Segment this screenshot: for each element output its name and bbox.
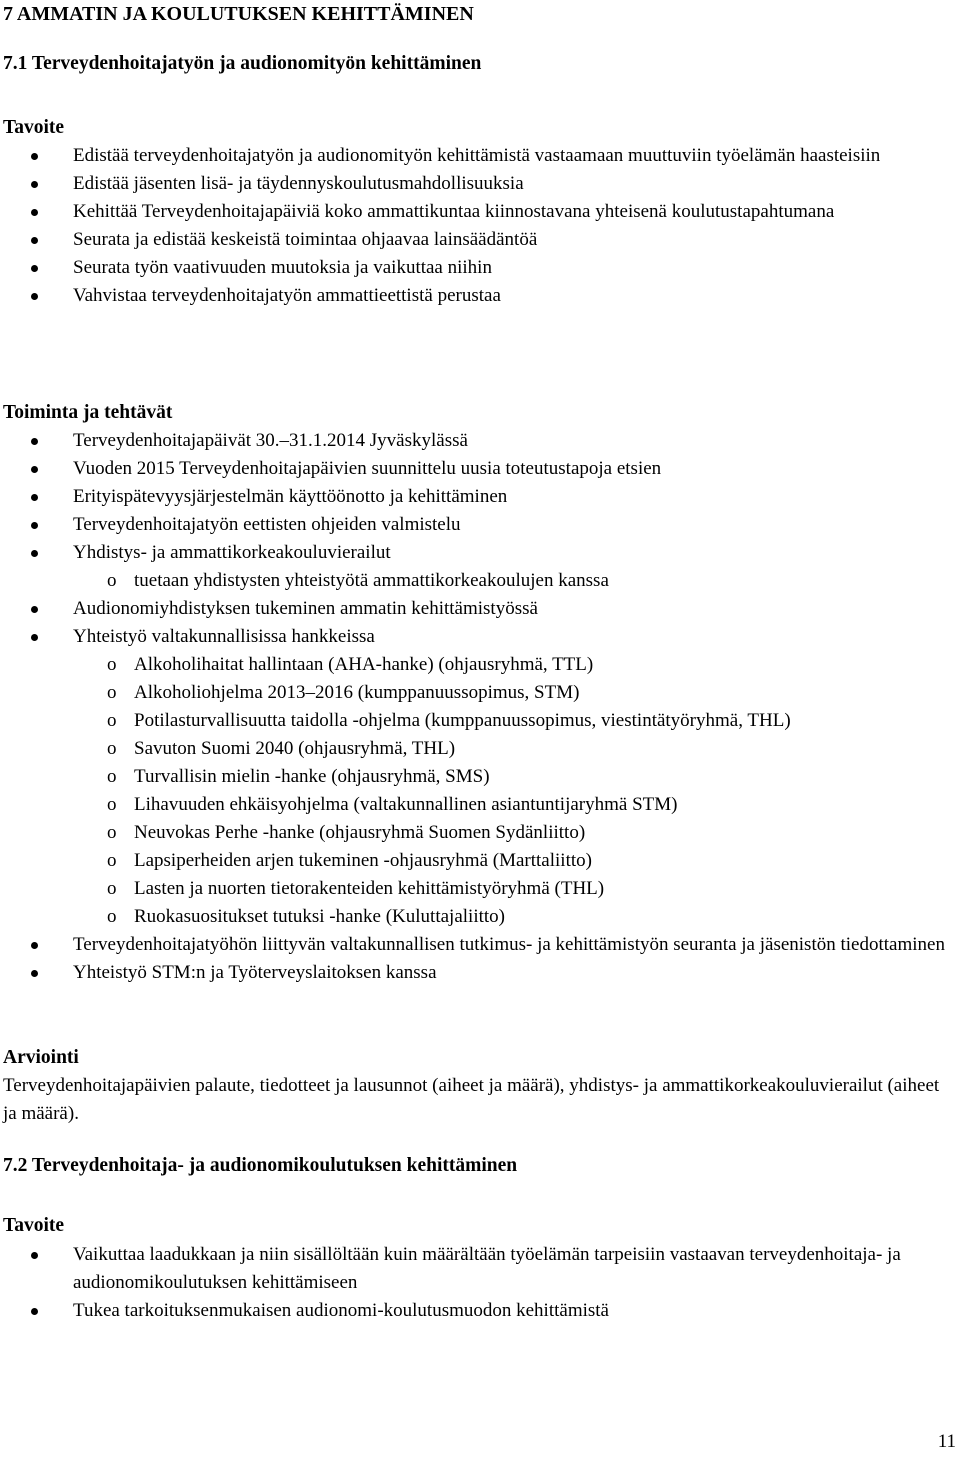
sub-list-item: o Neuvokas Perhe -hanke (ohjausryhmä Suomen Sydänliitto) <box>0 819 958 847</box>
sub-bullet-icon: o <box>107 570 117 591</box>
bullet-icon <box>31 1252 38 1259</box>
tavoite-list <box>0 142 958 310</box>
toiminta-list <box>0 427 958 987</box>
list-item: Yhteistyö valtakunnallisissa hankkeissa <box>0 623 958 651</box>
list-item: Tukea tarkoituksenmukaisen audionomi-koulutusmuodon kehittämistä <box>0 1297 958 1325</box>
bullet-icon <box>31 438 38 445</box>
subsection-heading-7-2: 7.2 Terveydenhoitaja- ja audionomikoulutuksen kehittäminen <box>3 1155 518 1176</box>
sub-list-item: o tuetaan yhdistysten yhteistyötä ammattikorkeakoulujen kanssa <box>0 567 958 595</box>
list-item: Vaikuttaa laadukkaan ja niin sisällöltään kuin määrältään työelämän tarpeisiin vastaavan terveydenhoitaja- ja audionomikoulutuksen kehittämiseen <box>0 1241 958 1297</box>
sub-list-item: o Lihavuuden ehkäisyohjelma (valtakunnallinen asiantuntijaryhmä STM) <box>0 791 958 819</box>
sub-bullet-icon: o <box>107 906 117 927</box>
tavoite-label-7-2: Tavoite <box>3 1215 65 1236</box>
bullet-icon <box>31 550 38 557</box>
list-item: Seurata ja edistää keskeistä toimintaa ohjaavaa lainsäädäntöä <box>0 226 958 254</box>
sub-list-item: o Lasten ja nuorten tietorakenteiden kehittämistyöryhmä (THL) <box>0 875 958 903</box>
bullet-icon <box>31 265 38 272</box>
bullet-icon <box>31 522 38 529</box>
list-item: Terveydenhoitajapäivät 30.–31.1.2014 Jyväskylässä <box>0 427 958 455</box>
list-item: Yhdistys- ja ammattikorkeakouluvierailut <box>0 539 958 567</box>
list-item: Erityispätevyysjärjestelmän käyttöönotto ja kehittäminen <box>0 483 958 511</box>
tavoite-list-7-2 <box>0 1241 958 1325</box>
subsection-heading-7-1: 7.1 Terveydenhoitajatyön ja audionomityön kehittäminen <box>3 53 482 74</box>
tavoite-label: Tavoite <box>3 117 65 138</box>
bullet-icon <box>31 970 38 977</box>
list-item: Edistää terveydenhoitajatyön ja audionomityön kehittämistä vastaamaan muuttuviin työelämän haasteisiin <box>0 142 958 170</box>
sub-bullet-icon: o <box>107 794 117 815</box>
bullet-icon <box>31 606 38 613</box>
sub-list-item: o Alkoholihaitat hallintaan (AHA-hanke) (ohjausryhmä, TTL) <box>0 651 958 679</box>
sub-bullet-icon: o <box>107 878 117 899</box>
sub-bullet-icon: o <box>107 682 117 703</box>
bullet-icon <box>31 466 38 473</box>
list-item: Vahvistaa terveydenhoitajatyön ammattieettistä perustaa <box>0 282 958 310</box>
arviointi-label: Arviointi <box>3 1047 79 1068</box>
bullet-icon <box>31 942 38 949</box>
sub-list-item: o Potilasturvallisuutta taidolla -ohjelma (kumppanuussopimus, viestintätyöryhmä, THL) <box>0 707 958 735</box>
list-item: Vuoden 2015 Terveydenhoitajapäivien suunnittelu uusia toteutustapoja etsien <box>0 455 958 483</box>
sub-bullet-icon: o <box>107 710 117 731</box>
page-number: 11 <box>937 1431 956 1452</box>
list-item: Yhteistyö STM:n ja Työterveyslaitoksen kanssa <box>0 959 958 987</box>
arviointi-text: Terveydenhoitajapäivien palaute, tiedotteet ja lausunnot (aiheet ja määrä), yhdistys- ja ammattikorkeakouluvierailut (aiheet ja määrä). <box>3 1075 940 1124</box>
sub-list-item: o Lapsiperheiden arjen tukeminen -ohjausryhmä (Marttaliitto) <box>0 847 958 875</box>
sub-bullet-icon: o <box>107 822 117 843</box>
bullet-icon <box>31 209 38 216</box>
list-item: Kehittää Terveydenhoitajapäiviä koko ammattikuntaa kiinnostavana yhteisenä koulutustapahtumana <box>0 198 958 226</box>
section-heading: 7 AMMATIN JA KOULUTUKSEN KEHITTÄMINEN <box>3 3 474 25</box>
bullet-icon <box>31 634 38 641</box>
list-item: Seurata työn vaativuuden muutoksia ja vaikuttaa niihin <box>0 254 958 282</box>
sub-list-item: o Ruokasuositukset tutuksi -hanke (Kuluttajaliitto) <box>0 903 958 931</box>
bullet-icon <box>31 237 38 244</box>
bullet-icon <box>31 494 38 501</box>
toiminta-label: Toiminta ja tehtävät <box>3 402 173 423</box>
sub-list-item: o Alkoholiohjelma 2013–2016 (kumppanuussopimus, STM) <box>0 679 958 707</box>
bullet-icon <box>31 153 38 160</box>
bullet-icon <box>31 1308 38 1315</box>
sub-bullet-icon: o <box>107 766 117 787</box>
bullet-icon <box>31 293 38 300</box>
sub-bullet-icon: o <box>107 738 117 759</box>
list-item: Audionomiyhdistyksen tukeminen ammatin kehittämistyössä <box>0 595 958 623</box>
list-item: Terveydenhoitajatyön eettisten ohjeiden valmistelu <box>0 511 958 539</box>
sub-list-item: o Savuton Suomi 2040 (ohjausryhmä, THL) <box>0 735 958 763</box>
list-item: Edistää jäsenten lisä- ja täydennyskoulutusmahdollisuuksia <box>0 170 958 198</box>
list-item: Terveydenhoitajatyöhön liittyvän valtakunnallisen tutkimus- ja kehittämistyön seuranta ja jäsenistön tiedottaminen <box>0 931 958 959</box>
sub-bullet-icon: o <box>107 850 117 871</box>
bullet-icon <box>31 181 38 188</box>
sub-list-item: o Turvallisin mielin -hanke (ohjausryhmä, SMS) <box>0 763 958 791</box>
sub-bullet-icon: o <box>107 654 117 675</box>
